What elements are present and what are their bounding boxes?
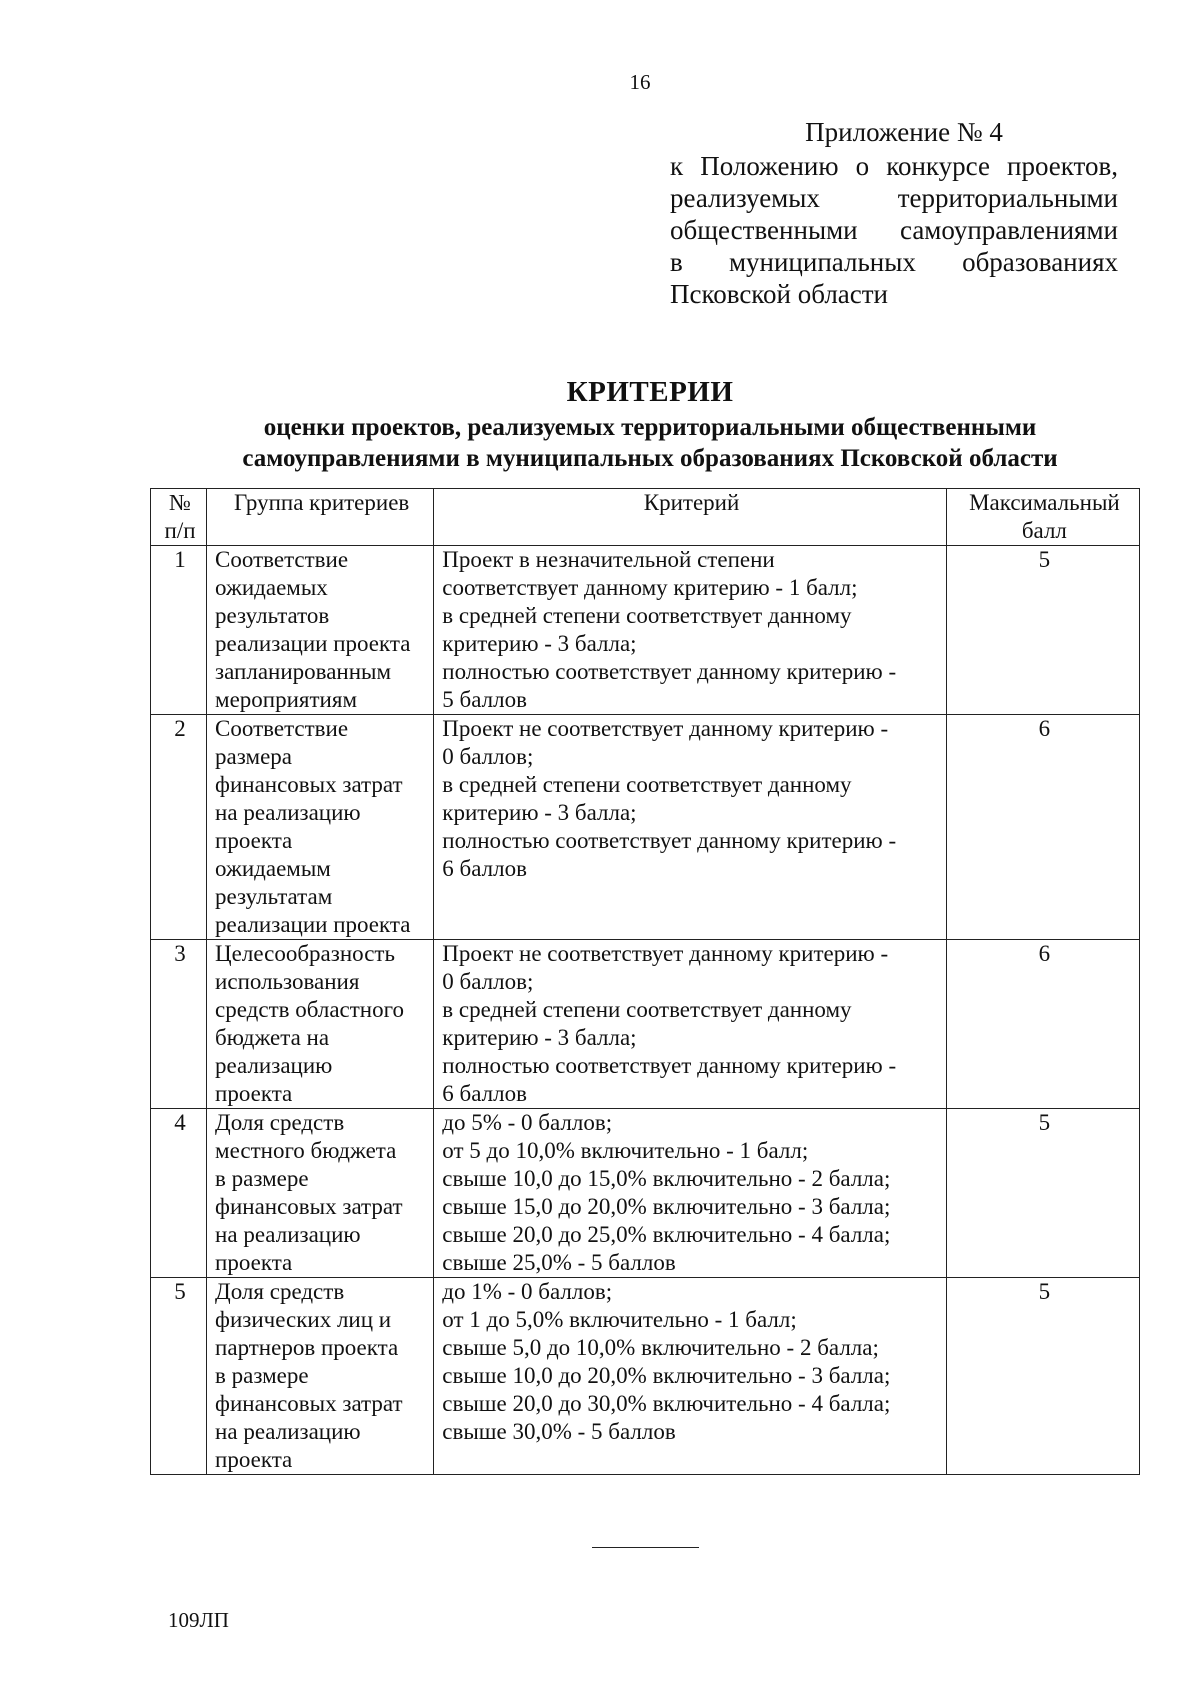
criteria-group-line: реализацию (215, 1053, 333, 1078)
appendix-line: в муниципальных образованиях (670, 247, 1118, 277)
table-row (151, 1109, 1140, 1278)
criterion-cell (434, 940, 947, 1109)
criteria-group-line: результатов (215, 603, 330, 628)
criteria-group-line: Целесообразность (215, 941, 395, 966)
appendix-line: общественными самоуправлениями (670, 215, 1118, 245)
criterion-line: свыше 20,0 до 30,0% включительно - 4 балла; (442, 1391, 891, 1416)
criteria-group-line: размера (215, 744, 292, 769)
criteria-table (150, 488, 1140, 1475)
criteria-group-line: реализации проекта (215, 912, 411, 937)
appendix-header (670, 116, 1118, 310)
appendix-line: реализуемых территориальными (670, 183, 1118, 213)
criteria-group-line: Соответствие (215, 547, 349, 572)
appendix-line: к Положению о конкурсе проектов, (670, 151, 1118, 181)
criterion-line: 6 баллов (442, 856, 527, 881)
criterion-line: в средней степени соответствует данному (442, 603, 852, 628)
row-number: 2 (151, 715, 207, 940)
criteria-group-line: физических лиц и (215, 1307, 392, 1332)
criteria-group-line: ожидаемым (215, 856, 331, 881)
header-number-line: № (169, 490, 191, 515)
criteria-group-cell (207, 1109, 434, 1278)
criterion-line: 0 баллов; (442, 744, 534, 769)
document-subtitle (100, 412, 1200, 474)
criterion-line: свыше 15,0 до 20,0% включительно - 3 балла; (442, 1194, 891, 1219)
criteria-group-line: запланированным (215, 659, 392, 684)
table-row (151, 940, 1140, 1109)
criterion-line: 0 баллов; (442, 969, 534, 994)
criteria-group-line: на реализацию (215, 1419, 361, 1444)
criterion-cell (434, 1278, 947, 1475)
criterion-line: свыше 25,0% - 5 баллов (442, 1250, 676, 1275)
header-group: Группа критериев (207, 489, 434, 546)
criterion-line: Проект не соответствует данному критерию - (442, 941, 889, 966)
criteria-group-cell (207, 546, 434, 715)
criterion-line: 6 баллов (442, 1081, 527, 1106)
criteria-group-line: Соответствие (215, 716, 349, 741)
criterion-line: до 5% - 0 баллов; (442, 1110, 613, 1135)
criteria-group-line: реализации проекта (215, 631, 411, 656)
appendix-line: Псковской области (670, 279, 889, 309)
table-body (151, 546, 1140, 1475)
criteria-group-line: финансовых затрат (215, 1391, 403, 1416)
criteria-group-cell (207, 715, 434, 940)
criteria-group-line: финансовых затрат (215, 772, 403, 797)
criterion-line: критерию - 3 балла; (442, 800, 637, 825)
criterion-line: свыше 10,0 до 15,0% включительно - 2 балла; (442, 1166, 891, 1191)
criterion-cell (434, 1109, 947, 1278)
row-number: 3 (151, 940, 207, 1109)
criterion-line: критерию - 3 балла; (442, 1025, 637, 1050)
subtitle-line: самоуправлениями в муниципальных образованиях Псковской области (242, 445, 1058, 472)
criteria-group-line: проекта (215, 1447, 293, 1472)
criteria-group-line: на реализацию (215, 800, 361, 825)
criterion-line: критерию - 3 балла; (442, 631, 637, 656)
max-score-cell: 6 (946, 940, 1139, 1109)
separator-line (592, 1547, 699, 1548)
criteria-group-line: финансовых затрат (215, 1194, 403, 1219)
criteria-group-line: в размере (215, 1166, 309, 1191)
criteria-group-line: в размере (215, 1363, 309, 1388)
row-number: 1 (151, 546, 207, 715)
criterion-line: соответствует данному критерию - 1 балл; (442, 575, 858, 600)
max-score-cell: 5 (946, 1109, 1139, 1278)
criteria-group-line: проекта (215, 1250, 293, 1275)
header-criterion: Критерий (434, 489, 947, 546)
max-score-cell: 6 (946, 715, 1139, 940)
criteria-group-line: результатам (215, 884, 333, 909)
appendix-title: Приложение № 4 (805, 117, 1003, 147)
criterion-line: свыше 10,0 до 20,0% включительно - 3 балла; (442, 1363, 891, 1388)
criterion-cell (434, 546, 947, 715)
criteria-group-line: средств областного (215, 997, 404, 1022)
criteria-group-cell (207, 1278, 434, 1475)
criteria-group-line: Доля средств (215, 1279, 345, 1304)
criteria-group-line: ожидаемых (215, 575, 328, 600)
criteria-group-line: использования (215, 969, 360, 994)
row-number: 4 (151, 1109, 207, 1278)
header-max-score (946, 489, 1139, 546)
table-row (151, 715, 1140, 940)
page-number: 16 (629, 70, 651, 94)
criteria-group-line: местного бюджета (215, 1138, 397, 1163)
max-score-cell: 5 (946, 546, 1139, 715)
criteria-group-cell (207, 940, 434, 1109)
criterion-line: полностью соответствует данному критерию - (442, 659, 897, 684)
criteria-group-line: бюджета на (215, 1025, 330, 1050)
header-number (151, 489, 207, 546)
criteria-group-line: Доля средств (215, 1110, 345, 1135)
criteria-group-line: партнеров проекта (215, 1335, 399, 1360)
table-header-row (151, 489, 1140, 546)
header-number-line: п/п (164, 518, 196, 543)
max-score-cell: 5 (946, 1278, 1139, 1475)
document-code: 109ЛП (168, 1608, 229, 1632)
criterion-line: 5 баллов (442, 687, 527, 712)
criteria-group-line: на реализацию (215, 1222, 361, 1247)
criteria-group-line: проекта (215, 1081, 293, 1106)
criterion-line: свыше 5,0 до 10,0% включительно - 2 балла; (442, 1335, 879, 1360)
criterion-line: свыше 20,0 до 25,0% включительно - 4 балла; (442, 1222, 891, 1247)
criterion-line: Проект в незначительной степени (442, 547, 775, 572)
criterion-cell (434, 715, 947, 940)
criterion-line: полностью соответствует данному критерию - (442, 1053, 897, 1078)
criterion-line: в средней степени соответствует данному (442, 997, 852, 1022)
row-number: 5 (151, 1278, 207, 1475)
criterion-line: свыше 30,0% - 5 баллов (442, 1419, 676, 1444)
header-max-line: Максимальный (969, 490, 1120, 515)
criteria-group-line: проекта (215, 828, 293, 853)
table-row (151, 1278, 1140, 1475)
criterion-line: Проект не соответствует данному критерию - (442, 716, 889, 741)
criterion-line: от 1 до 5,0% включительно - 1 балл; (442, 1307, 797, 1332)
criterion-line: в средней степени соответствует данному (442, 772, 852, 797)
document-title: КРИТЕРИИ (566, 376, 734, 408)
subtitle-line: оценки проектов, реализуемых территориальными общественными (263, 414, 1037, 441)
criterion-line: полностью соответствует данному критерию - (442, 828, 897, 853)
table-row (151, 546, 1140, 715)
criterion-line: до 1% - 0 баллов; (442, 1279, 613, 1304)
header-max-line: балл (1021, 518, 1067, 543)
criteria-group-line: мероприятиям (215, 687, 357, 712)
criterion-line: от 5 до 10,0% включительно - 1 балл; (442, 1138, 809, 1163)
